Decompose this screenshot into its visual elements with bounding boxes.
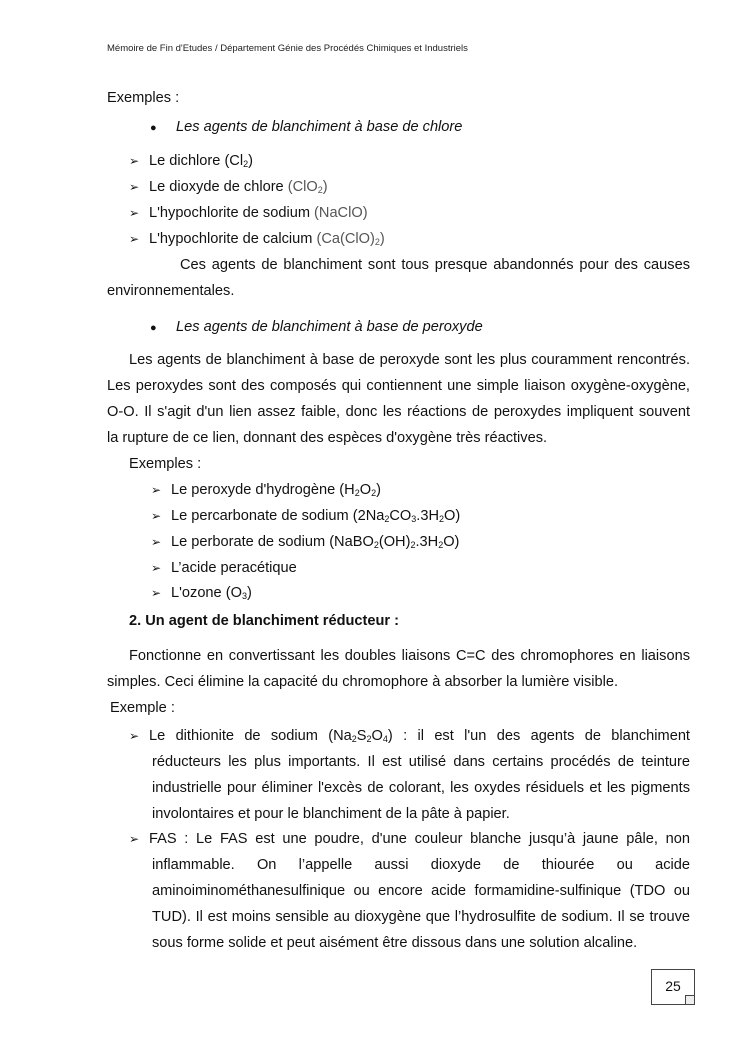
bullet-peroxyde-heading: ● Les agents de blanchiment à base de peroxyde — [150, 319, 483, 335]
reducteur-para-line-1: Fonctionne en convertissant les doubles liaisons C=C des chromophores en liaisons — [129, 648, 690, 664]
page-fold-icon — [685, 995, 694, 1004]
reducteur-para-line-2: simples. Ceci élimine la capacité du chromophore à absorber la lumière visible. — [107, 674, 619, 690]
examples-label-1: Exemples : — [107, 90, 180, 106]
arrow-bullet-icon: ➢ — [151, 535, 162, 549]
list-item-hypochlorite-sodium: ➢ L'hypochlorite de sodium (NaClO) — [129, 205, 368, 221]
arrow-bullet-icon: ➢ — [129, 180, 140, 194]
bullet-chlore-heading: ● Les agents de blanchiment à base de chlore — [150, 119, 463, 135]
arrow-bullet-icon: ➢ — [129, 154, 140, 168]
bullet-dot-icon: ● — [150, 122, 157, 134]
arrow-bullet-icon: ➢ — [151, 561, 162, 575]
fas-line-4: TUD). Il est moins sensible au dioxygène que l’hydrosulfite de sodium. Il se trouve — [152, 909, 690, 925]
peroxyde-para-line-3: O-O. Il s'agit d'un lien assez faible, donc les réactions de peroxydes impliquent souvent — [107, 404, 690, 420]
chlore-note-line-2: environnementales. — [107, 283, 235, 299]
list-item-acide-peracetique: ➢ L’acide peracétique — [151, 560, 297, 576]
fas-line-2: inflammable. On l’appelle aussi dioxyde de thiourée ou acide — [152, 857, 690, 873]
dithionite-line-3: industrielle pour éliminer l'excès de colorant, les oxydes résiduels et les pigments — [152, 780, 690, 796]
list-item-hypochlorite-calcium: ➢ L'hypochlorite de calcium $(Ca(ClO)_2)$ — [129, 231, 385, 247]
list-item-peroxyde-hydrogene: ➢ Le peroxyde d'hydrogène $(H_2O_2)$ — [151, 482, 381, 498]
arrow-bullet-icon: ➢ — [129, 832, 140, 846]
running-header: Mémoire de Fin d'Etudes / Département Génie des Procédés Chimiques et Industriels — [107, 43, 468, 54]
peroxyde-para-line-2: Les peroxydes sont des composés qui contiennent une simple liaison oxygène-oxygène, — [107, 378, 690, 394]
examples-label-2: Exemples : — [129, 456, 202, 472]
arrow-bullet-icon: ➢ — [129, 206, 140, 220]
list-item-dioxyde-chlore: ➢ Le dioxyde de chlore (ClO$_2$) — [129, 179, 328, 195]
arrow-bullet-icon: ➢ — [151, 483, 162, 497]
page-number-box — [651, 969, 695, 1005]
arrow-bullet-icon: ➢ — [151, 509, 162, 523]
fas-line-1: ➢ FAS : Le FAS est une poudre, d'une couleur blanche jusqu’à jaune pâle, non — [129, 831, 690, 847]
dithionite-line-2: réducteurs les plus importants. Il est utilisé dans certains procédés de teinture — [152, 754, 690, 770]
list-item-ozone: ➢ L'ozone $(O_3)$ — [151, 585, 252, 601]
example-label-3: Exemple : — [110, 700, 175, 716]
fas-line-3: aminoiminométhanesulfinique ou encore acide formamidine-sulfinique (TDO ou — [152, 883, 690, 899]
arrow-bullet-icon: ➢ — [151, 586, 162, 600]
list-item-perborate: ➢ Le perborate de sodium $(NaBO_2(OH)_2.3H_2O)$ — [151, 534, 460, 550]
page-number: 25 — [665, 978, 681, 994]
dithionite-line-4: involontaires et pour le blanchiment de la pâte à papier. — [152, 806, 510, 822]
bullet-dot-icon: ● — [150, 322, 157, 334]
list-item-dichlore: ➢ Le dichlore $(Cl_2)$ — [129, 153, 253, 169]
arrow-bullet-icon: ➢ — [129, 729, 140, 743]
peroxyde-para-line-4: la rupture de ce lien, donnant des espèces d'oxygène très réactives. — [107, 430, 548, 446]
fas-line-5: sous forme solide et peut aisément être dissous dans une solution alcaline. — [152, 935, 638, 951]
dithionite-line-1: ➢ Le dithionite de sodium $(Na_2S_2O_4)$ : il est l'un des agents de blanchiment — [129, 728, 690, 744]
section-heading-reducteur: 2. Un agent de blanchiment réducteur : — [129, 613, 400, 629]
peroxyde-para-line-1: Les agents de blanchiment à base de peroxyde sont les plus couramment rencontrés. — [129, 352, 690, 368]
chlore-note-line-1: Ces agents de blanchiment sont tous presque abandonnés pour des causes — [180, 257, 690, 273]
arrow-bullet-icon: ➢ — [129, 232, 140, 246]
list-item-percarbonate: ➢ Le percarbonate de sodium $(2Na_2CO_3.3H_2O)$ — [151, 508, 461, 524]
